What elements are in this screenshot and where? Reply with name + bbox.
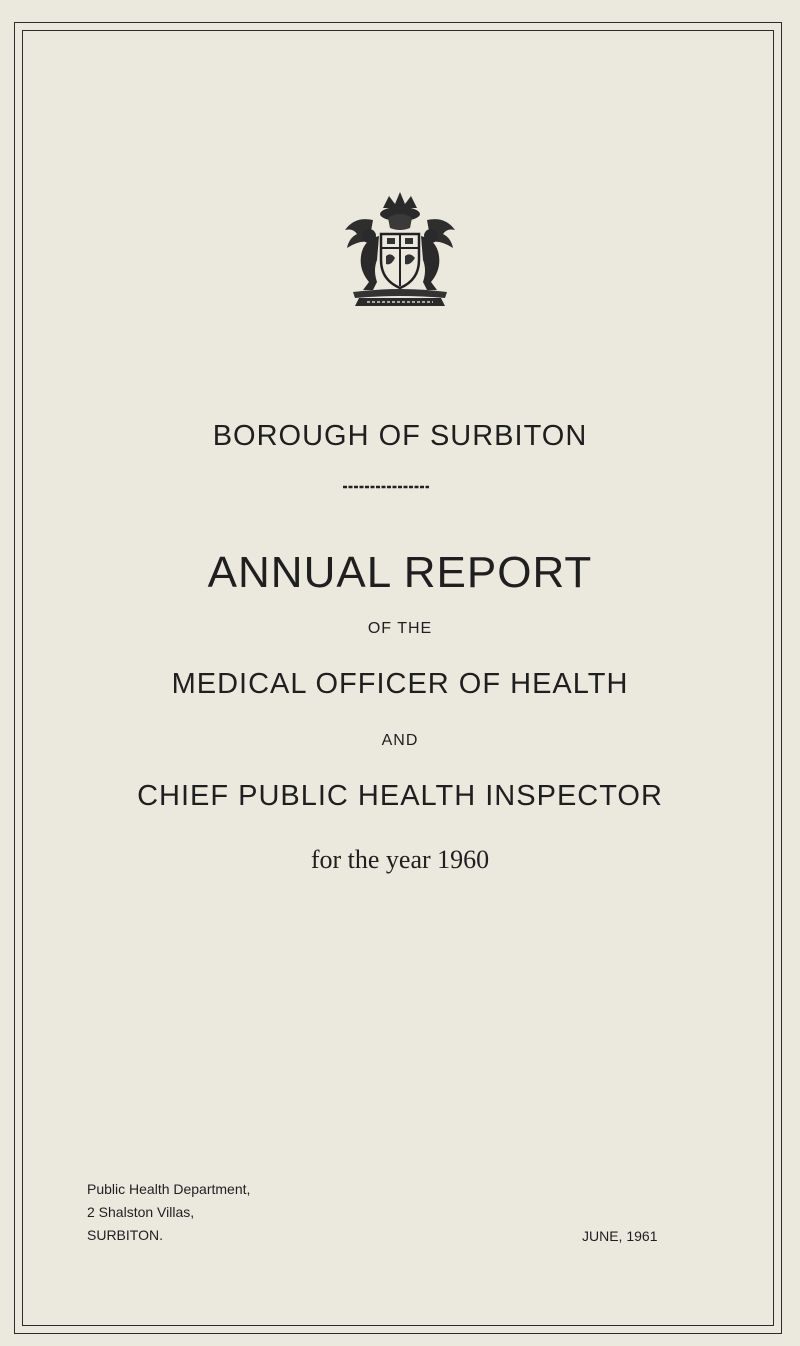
address-line-2: 2 Shalston Villas, xyxy=(87,1204,195,1220)
inspector-title: CHIEF PUBLIC HEALTH INSPECTOR xyxy=(137,780,663,812)
officer-title: MEDICAL OFFICER OF HEALTH xyxy=(171,668,629,700)
report-title: ANNUAL REPORT xyxy=(207,548,593,597)
address-line-1: Public Health Department, xyxy=(87,1181,251,1197)
report-year: for the year 1960 xyxy=(310,845,490,874)
publication-date: JUNE, 1961 xyxy=(582,1228,658,1244)
ornamental-rule-icon xyxy=(341,485,431,489)
and-connector: AND xyxy=(381,732,419,749)
borough-title: BOROUGH OF SURBITON xyxy=(212,420,588,452)
department-address xyxy=(87,1178,250,1247)
of-the-connector: OF THE xyxy=(367,620,433,637)
address-line-3: SURBITON. xyxy=(87,1227,163,1243)
coat-of-arms-icon xyxy=(333,190,467,308)
